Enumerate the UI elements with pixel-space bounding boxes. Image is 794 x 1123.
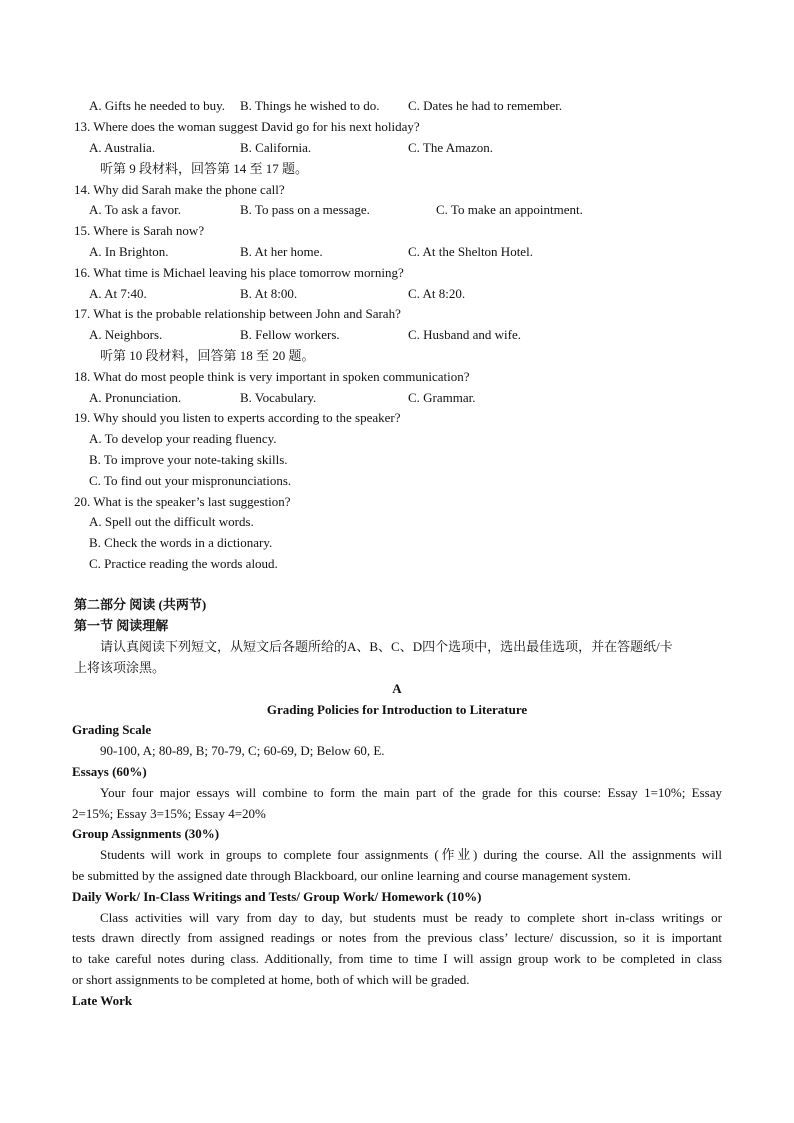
- q17-option-c: C. Husband and wife.: [408, 327, 522, 342]
- group-assignments-heading: Group Assignments (30%): [72, 826, 220, 841]
- q12-option-c: C. Dates he had to remember.: [408, 98, 563, 113]
- q12-option-a: A. Gifts he needed to buy.: [89, 98, 225, 113]
- q18-stem: 18. What do most people think is very important in spoken communication?: [74, 369, 470, 384]
- q19-option-b: B. To improve your note-taking skills.: [89, 452, 288, 467]
- q16-option-b: B. At 8:00.: [240, 286, 298, 301]
- section-10-instruction: 听第 10 段材料，回答第 18 至 20 题。: [100, 348, 315, 363]
- q13-option-c: C. The Amazon.: [408, 140, 493, 155]
- q16-option-c: C. At 8:20.: [408, 286, 466, 301]
- q20-option-b: B. Check the words in a dictionary.: [89, 535, 273, 550]
- essays-line-2: 2=15%; Essay 3=15%; Essay 4=20%: [72, 806, 266, 821]
- daily-work-line-3: to take careful notes during class. Additionally, from time to time I will assign group work to be completed in class: [72, 951, 722, 966]
- q14-option-c: C. To make an appointment.: [436, 202, 583, 217]
- q20-option-a: A. Spell out the difficult words.: [89, 514, 254, 529]
- q14-option-a: A. To ask a favor.: [89, 202, 181, 217]
- q14-stem: 14. Why did Sarah make the phone call?: [74, 182, 285, 197]
- passage-title: Grading Policies for Introduction to Literature: [266, 702, 528, 717]
- daily-work-line-1: Class activities will vary from day to day, but students must be ready to complete short in-class writings or: [100, 910, 722, 925]
- section-9-instruction: 听第 9 段材料，回答第 14 至 17 题。: [100, 161, 309, 176]
- reading-instruction-line-1: 请认真阅读下列短文，从短文后各题所给的A、B、C、D四个选项中，选出最佳选项，并在答题纸/卡: [100, 639, 673, 654]
- q15-option-b: B. At her home.: [240, 244, 323, 259]
- essays-line-1: Your four major essays will combine to form the main part of the grade for this course: Essay 1=10%; Essay: [100, 785, 722, 800]
- part-two-title: 第二部分 阅读 (共两节): [74, 597, 207, 612]
- q12-option-b: B. Things he wished to do.: [240, 98, 380, 113]
- daily-work-heading: Daily Work/ In-Class Writings and Tests/ Group Work/ Homework (10%): [72, 889, 482, 904]
- group-assignments-line-2: be submitted by the assigned date through Blackboard, our online learning and course management system.: [72, 868, 631, 883]
- section-one-title: 第一节 阅读理解: [74, 618, 169, 633]
- group-assignments-line-1: Students will work in groups to complete four assignments (作业) during the course. All the assignments will: [100, 847, 722, 862]
- daily-work-line-4: or short assignments to be completed at home, both of which will be graded.: [72, 972, 470, 987]
- q13-option-a: A. Australia.: [89, 140, 156, 155]
- essays-heading: Essays (60%): [72, 764, 147, 779]
- q17-stem: 17. What is the probable relationship between John and Sarah?: [74, 306, 401, 321]
- q19-option-c: C. To find out your mispronunciations.: [89, 473, 292, 488]
- daily-work-line-2: tests drawn directly from assigned readings or notes from the previous class’ lecture/ discussion, so it is important: [72, 930, 722, 945]
- q17-option-b: B. Fellow workers.: [240, 327, 340, 342]
- q20-option-c: C. Practice reading the words aloud.: [89, 556, 278, 571]
- q18-option-b: B. Vocabulary.: [240, 390, 317, 405]
- q15-option-a: A. In Brighton.: [89, 244, 169, 259]
- q14-option-b: B. To pass on a message.: [240, 202, 370, 217]
- q16-option-a: A. At 7:40.: [89, 286, 147, 301]
- q15-stem: 15. Where is Sarah now?: [74, 223, 205, 238]
- q18-option-a: A. Pronunciation.: [89, 390, 182, 405]
- grading-scale-text: 90-100, A; 80-89, B; 70-79, C; 60-69, D; Below 60, E.: [100, 743, 385, 758]
- q16-stem: 16. What time is Michael leaving his place tomorrow morning?: [74, 265, 404, 280]
- q17-option-a: A. Neighbors.: [89, 327, 163, 342]
- late-work-heading: Late Work: [72, 993, 133, 1008]
- q20-stem: 20. What is the speaker’s last suggestion?: [74, 494, 291, 509]
- passage-letter: A: [392, 681, 402, 696]
- reading-instruction-line-2: 上将该项涂黑。: [74, 660, 166, 675]
- q18-option-c: C. Grammar.: [408, 390, 476, 405]
- q19-option-a: A. To develop your reading fluency.: [89, 431, 277, 446]
- q19-stem: 19. Why should you listen to experts according to the speaker?: [74, 410, 401, 425]
- q13-stem: 13. Where does the woman suggest David go for his next holiday?: [74, 119, 420, 134]
- q13-option-b: B. California.: [240, 140, 312, 155]
- q15-option-c: C. At the Shelton Hotel.: [408, 244, 533, 259]
- grading-scale-heading: Grading Scale: [72, 722, 152, 737]
